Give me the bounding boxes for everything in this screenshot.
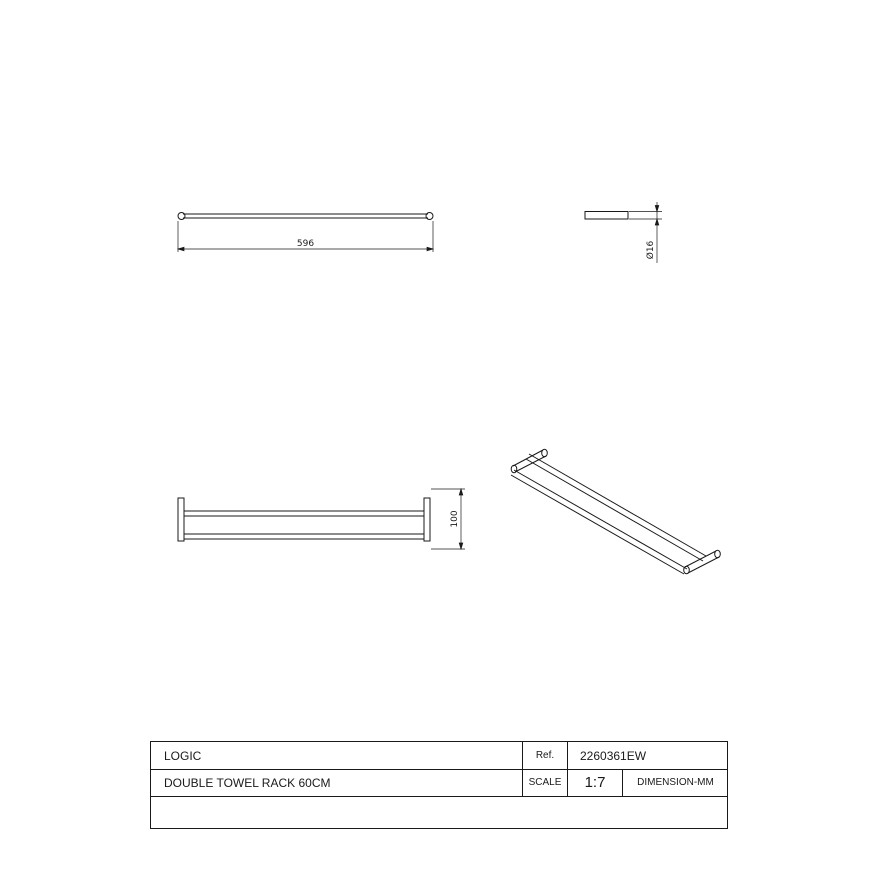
isometric-view xyxy=(511,449,720,574)
iso-bracket-left-edge-b xyxy=(515,456,546,472)
length-dimension-label: 596 xyxy=(296,239,315,249)
title-block-row-1 xyxy=(151,742,727,770)
iso-upper-bar-edge-b xyxy=(526,459,703,561)
title-block xyxy=(150,741,728,829)
iso-bracket-left-cap-front xyxy=(511,465,517,473)
ref-value: 2260361EW xyxy=(567,742,728,769)
length-arrow-right xyxy=(427,247,433,251)
iso-bracket-right-cap-front xyxy=(684,566,690,574)
iso-bracket-right-cap-back xyxy=(715,550,721,558)
title-block-row-2 xyxy=(151,769,727,797)
scale-label: SCALE xyxy=(522,769,567,796)
iso-lower-bar-edge-b xyxy=(511,475,684,574)
height-arrow-bottom xyxy=(459,543,463,549)
iso-bracket-right-edge-b xyxy=(688,557,719,573)
top-view-end-cap-right xyxy=(426,213,433,220)
collection-name: LOGIC xyxy=(164,748,202,763)
iso-bracket-left-edge-a xyxy=(513,450,543,466)
front-view xyxy=(178,489,465,549)
iso-bracket-left-cap-back xyxy=(542,449,548,457)
iso-lower-bar-edge-a xyxy=(514,470,687,569)
ref-label: Ref. xyxy=(522,742,567,769)
diameter-dimension-label: Ø16 xyxy=(646,240,656,260)
diameter-arrow-top xyxy=(655,206,659,212)
units-label: DIMENSION-MM xyxy=(622,769,728,796)
side-view-profile xyxy=(585,212,628,220)
height-arrow-top xyxy=(459,489,463,495)
height-dimension-label: 100 xyxy=(450,510,460,528)
scale-value: 1:7 xyxy=(567,769,622,796)
product-name: DOUBLE TOWEL RACK 60CM xyxy=(164,775,331,790)
diameter-arrow-bottom xyxy=(655,219,659,225)
length-arrow-left xyxy=(178,247,184,251)
top-view-end-cap-left xyxy=(178,213,185,220)
iso-upper-bar-edge-a xyxy=(529,454,706,556)
front-view-bracket-left xyxy=(178,498,184,541)
front-view-bracket-right xyxy=(424,498,430,541)
